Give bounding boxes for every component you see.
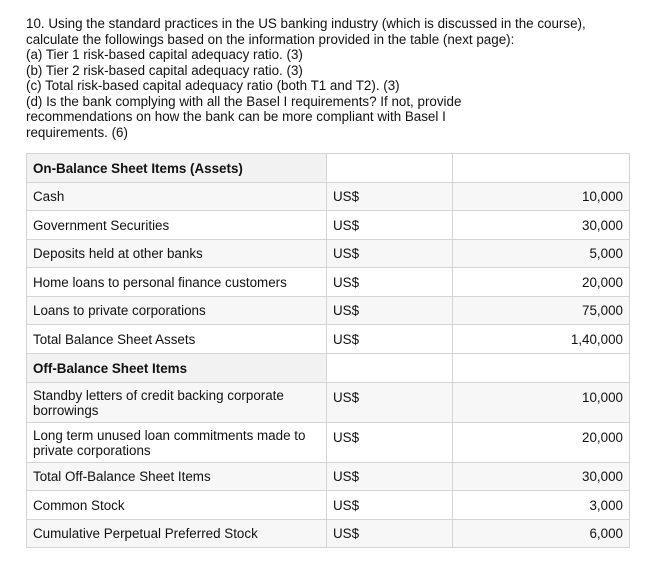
- amount-cell: 20,000: [453, 268, 630, 297]
- currency-cell: US$: [327, 463, 453, 491]
- amount-cell: 30,000: [453, 463, 630, 491]
- item-cell: Total Off-Balance Sheet Items: [27, 463, 327, 491]
- section-title: On-Balance Sheet Items (Assets): [27, 154, 327, 183]
- question-line: 10. Using the standard practices in the US banking industry (which is discussed in the course),: [26, 16, 586, 31]
- table-row: [27, 520, 630, 548]
- balance-sheet-table: [26, 153, 630, 548]
- table-row: [27, 423, 630, 463]
- currency-cell: US$: [327, 268, 453, 297]
- question-line: calculate the followings based on the information provided in the table (next page):: [26, 31, 515, 47]
- amount-cell: 30,000: [453, 211, 630, 240]
- item-cell: Loans to private corporations: [27, 297, 327, 325]
- item-cell: Deposits held at other banks: [27, 240, 327, 268]
- item-cell: Government Securities: [27, 211, 327, 240]
- table-row: [27, 183, 630, 211]
- empty-cell: [453, 154, 630, 183]
- amount-cell: 6,000: [453, 520, 630, 548]
- item-cell: Total Balance Sheet Assets: [27, 325, 327, 354]
- table-row: [27, 383, 630, 423]
- question-line: recommendations on how the bank can be more compliant with Basel I: [26, 109, 446, 124]
- question-line: requirements. (6): [26, 124, 128, 140]
- section-title: Off-Balance Sheet Items: [27, 354, 327, 383]
- amount-cell: 10,000: [453, 183, 630, 211]
- amount-cell: 20,000: [453, 423, 630, 463]
- question-line: (d) Is the bank complying with all the Basel I requirements? If not, provide: [26, 93, 462, 109]
- currency-cell: US$: [327, 423, 453, 463]
- currency-cell: US$: [327, 211, 453, 240]
- table-row: [27, 297, 630, 325]
- section-header-row: [27, 354, 630, 383]
- currency-cell: US$: [327, 491, 453, 520]
- amount-cell: 5,000: [453, 240, 630, 268]
- question-line: (c) Total risk-based capital adequacy ratio (both T1 and T2). (3): [26, 78, 400, 93]
- amount-cell: 1,40,000: [453, 325, 630, 354]
- currency-cell: US$: [327, 240, 453, 268]
- table-row: [27, 325, 630, 354]
- currency-cell: US$: [327, 297, 453, 325]
- currency-cell: US$: [327, 325, 453, 354]
- table-row: [27, 211, 630, 240]
- empty-cell: [327, 154, 453, 183]
- empty-cell: [453, 354, 630, 383]
- currency-cell: US$: [327, 520, 453, 548]
- item-cell: Cash: [27, 183, 327, 211]
- currency-cell: US$: [327, 183, 453, 211]
- item-cell: Home loans to personal finance customers: [27, 268, 327, 297]
- item-cell: Standby letters of credit backing corporate borrowings: [27, 383, 327, 423]
- item-cell: Cumulative Perpetual Preferred Stock: [27, 520, 327, 548]
- item-cell: Common Stock: [27, 491, 327, 520]
- question-line: (a) Tier 1 risk-based capital adequacy ratio. (3): [26, 47, 303, 62]
- question-text: [26, 16, 626, 140]
- question-line: (b) Tier 2 risk-based capital adequacy ratio. (3): [26, 62, 303, 78]
- amount-cell: 10,000: [453, 383, 630, 423]
- item-cell: Long term unused loan commitments made to private corporations: [27, 423, 327, 463]
- table-row: [27, 491, 630, 520]
- table-row: [27, 240, 630, 268]
- section-header-row: [27, 154, 630, 183]
- table-row: [27, 268, 630, 297]
- empty-cell: [327, 354, 453, 383]
- table-row: [27, 463, 630, 491]
- currency-cell: US$: [327, 383, 453, 423]
- amount-cell: 3,000: [453, 491, 630, 520]
- amount-cell: 75,000: [453, 297, 630, 325]
